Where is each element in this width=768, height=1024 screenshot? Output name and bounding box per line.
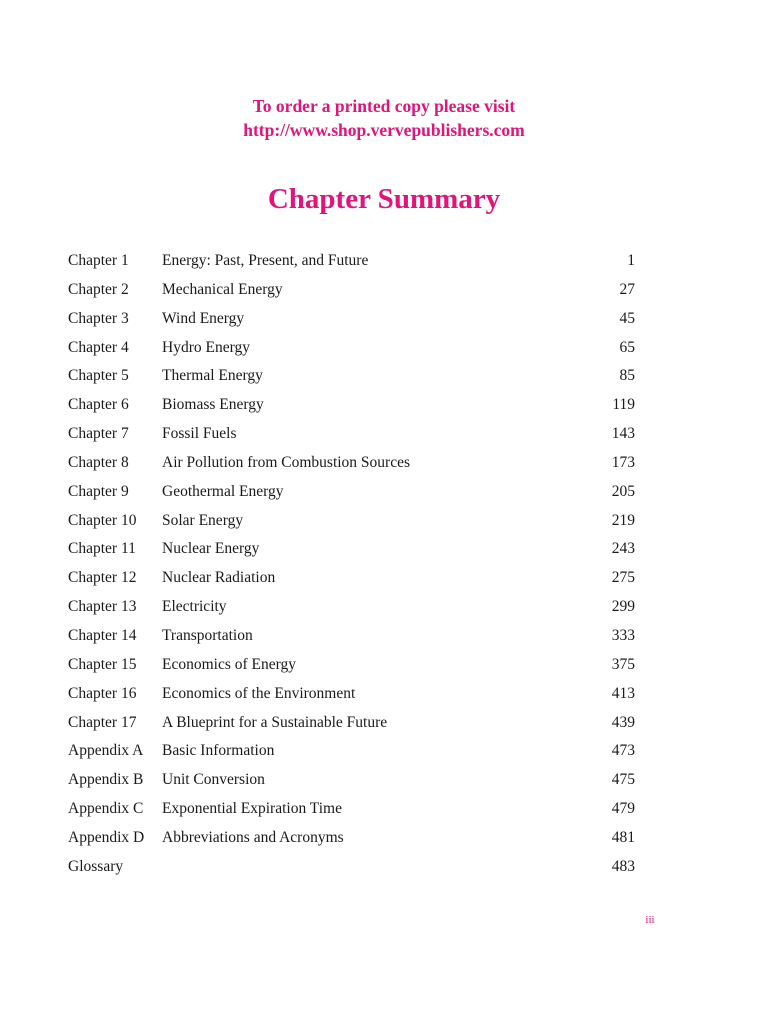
toc-row[interactable] <box>68 334 635 363</box>
toc-entry-page: 299 <box>611 598 635 616</box>
toc-row[interactable] <box>68 507 635 536</box>
toc-row[interactable] <box>68 420 635 449</box>
toc-entry-title: Electricity <box>162 598 227 616</box>
toc-entry-label: Glossary <box>68 857 124 875</box>
toc-entry-page: 479 <box>611 800 635 818</box>
toc-entry-title: Energy: Past, Present, and Future <box>162 252 369 269</box>
toc-row[interactable] <box>68 622 635 651</box>
toc-entry-label: Chapter 9 <box>68 482 129 500</box>
toc-entry-label: Chapter 3 <box>68 309 129 327</box>
toc-entry-label: Chapter 6 <box>68 396 129 414</box>
toc-entry-label: Chapter 7 <box>68 425 129 443</box>
toc-entry-page: 481 <box>611 828 635 846</box>
toc-entry-title: Transportation <box>162 626 253 644</box>
toc-row[interactable] <box>68 853 635 882</box>
toc-entry-label: Chapter 17 <box>68 713 137 731</box>
toc-entry-label: Chapter 15 <box>68 655 137 673</box>
toc-entry-label: Chapter 14 <box>68 626 137 644</box>
toc-entry-page: 45 <box>619 309 635 327</box>
toc-entry-label: Chapter 12 <box>68 569 137 587</box>
toc-row[interactable] <box>68 391 635 420</box>
toc-entry-title: Mechanical Energy <box>162 280 283 298</box>
toc-entry-page: 375 <box>611 655 635 673</box>
order-note <box>0 94 768 142</box>
toc-entry-label: Appendix C <box>68 800 144 818</box>
toc-row[interactable] <box>68 709 635 738</box>
toc-row[interactable] <box>68 449 635 478</box>
toc-row[interactable] <box>68 478 635 507</box>
toc-row[interactable] <box>68 680 635 709</box>
toc-entry-title: Economics of Energy <box>162 655 297 673</box>
toc-row[interactable] <box>68 766 635 795</box>
page-title: Chapter Summary <box>267 183 501 215</box>
toc-entry-page: 413 <box>611 684 635 702</box>
toc-entry-label: Chapter 8 <box>68 453 129 471</box>
toc-entry-title: Nuclear Radiation <box>162 569 276 587</box>
toc-entry-page: 483 <box>611 857 635 875</box>
toc-row[interactable] <box>68 593 635 622</box>
toc-entry-page: 219 <box>611 511 635 529</box>
toc-entry-title: Nuclear Energy <box>162 540 260 558</box>
toc-row[interactable] <box>68 535 635 564</box>
toc-entry-page: 333 <box>611 626 635 644</box>
toc-entry-title: Unit Conversion <box>162 771 265 789</box>
toc-entry-page: 85 <box>619 367 635 385</box>
toc-entry-page: 27 <box>619 280 635 298</box>
toc-entry-title: Basic Information <box>162 742 275 760</box>
toc-entry-title: Geothermal Energy <box>162 482 284 500</box>
toc-row[interactable] <box>68 564 635 593</box>
toc-entry-label: Chapter 4 <box>68 338 129 356</box>
toc-entry-title: Fossil Fuels <box>162 425 237 443</box>
page-number: iii <box>645 914 655 926</box>
toc-entry-label: Chapter 16 <box>68 684 137 702</box>
toc-entry-label: Chapter 11 <box>68 540 136 558</box>
toc-entry-title: Biomass Energy <box>162 396 264 414</box>
toc-entry-label: Appendix D <box>68 828 145 846</box>
toc-entry-label: Chapter 13 <box>68 598 137 616</box>
toc-entry-title: Hydro Energy <box>162 338 250 356</box>
toc-entry-page: 143 <box>611 425 635 443</box>
toc-entry-title: Exponential Expiration Time <box>162 800 342 818</box>
toc-entry-label: Appendix A <box>68 742 144 760</box>
toc-entry-title: Thermal Energy <box>162 367 263 385</box>
toc-entry-page: 1 <box>627 252 635 269</box>
toc-entry-title: Abbreviations and Acronyms <box>162 828 344 846</box>
toc-row[interactable] <box>68 737 635 766</box>
toc-entry-page: 119 <box>612 396 635 414</box>
toc-entry-title: A Blueprint for a Sustainable Future <box>162 713 388 731</box>
toc-row[interactable] <box>68 824 635 853</box>
toc-entry-label: Chapter 5 <box>68 367 129 385</box>
toc-row[interactable] <box>68 276 635 305</box>
table-of-contents <box>68 247 635 882</box>
toc-entry-page: 243 <box>611 540 635 558</box>
order-note-line: To order a printed copy please visit <box>252 96 516 116</box>
toc-entry-page: 475 <box>611 771 635 789</box>
toc-entry-label: Chapter 10 <box>68 511 137 529</box>
toc-entry-label: Appendix B <box>68 771 144 789</box>
toc-entry-page: 205 <box>611 482 635 500</box>
order-url-link[interactable]: http://www.shop.vervepublishers.com <box>243 120 525 140</box>
toc-row[interactable] <box>68 795 635 824</box>
toc-entry-page: 439 <box>611 713 635 731</box>
toc-entry-title: Solar Energy <box>162 511 244 529</box>
toc-entry-page: 173 <box>611 453 635 471</box>
toc-entry-page: 473 <box>611 742 635 760</box>
toc-entry-title: Air Pollution from Combustion Sources <box>162 453 410 471</box>
toc-row[interactable] <box>68 305 635 334</box>
toc-entry-label: Chapter 2 <box>68 280 129 298</box>
toc-entry-label: Chapter 1 <box>68 252 129 269</box>
toc-entry-title: Economics of the Environment <box>162 684 356 702</box>
toc-row[interactable] <box>68 247 635 276</box>
toc-entry-page: 65 <box>619 338 635 356</box>
toc-row[interactable] <box>68 651 635 680</box>
toc-row[interactable] <box>68 362 635 391</box>
toc-entry-title: Wind Energy <box>162 309 245 327</box>
toc-entry-page: 275 <box>611 569 635 587</box>
